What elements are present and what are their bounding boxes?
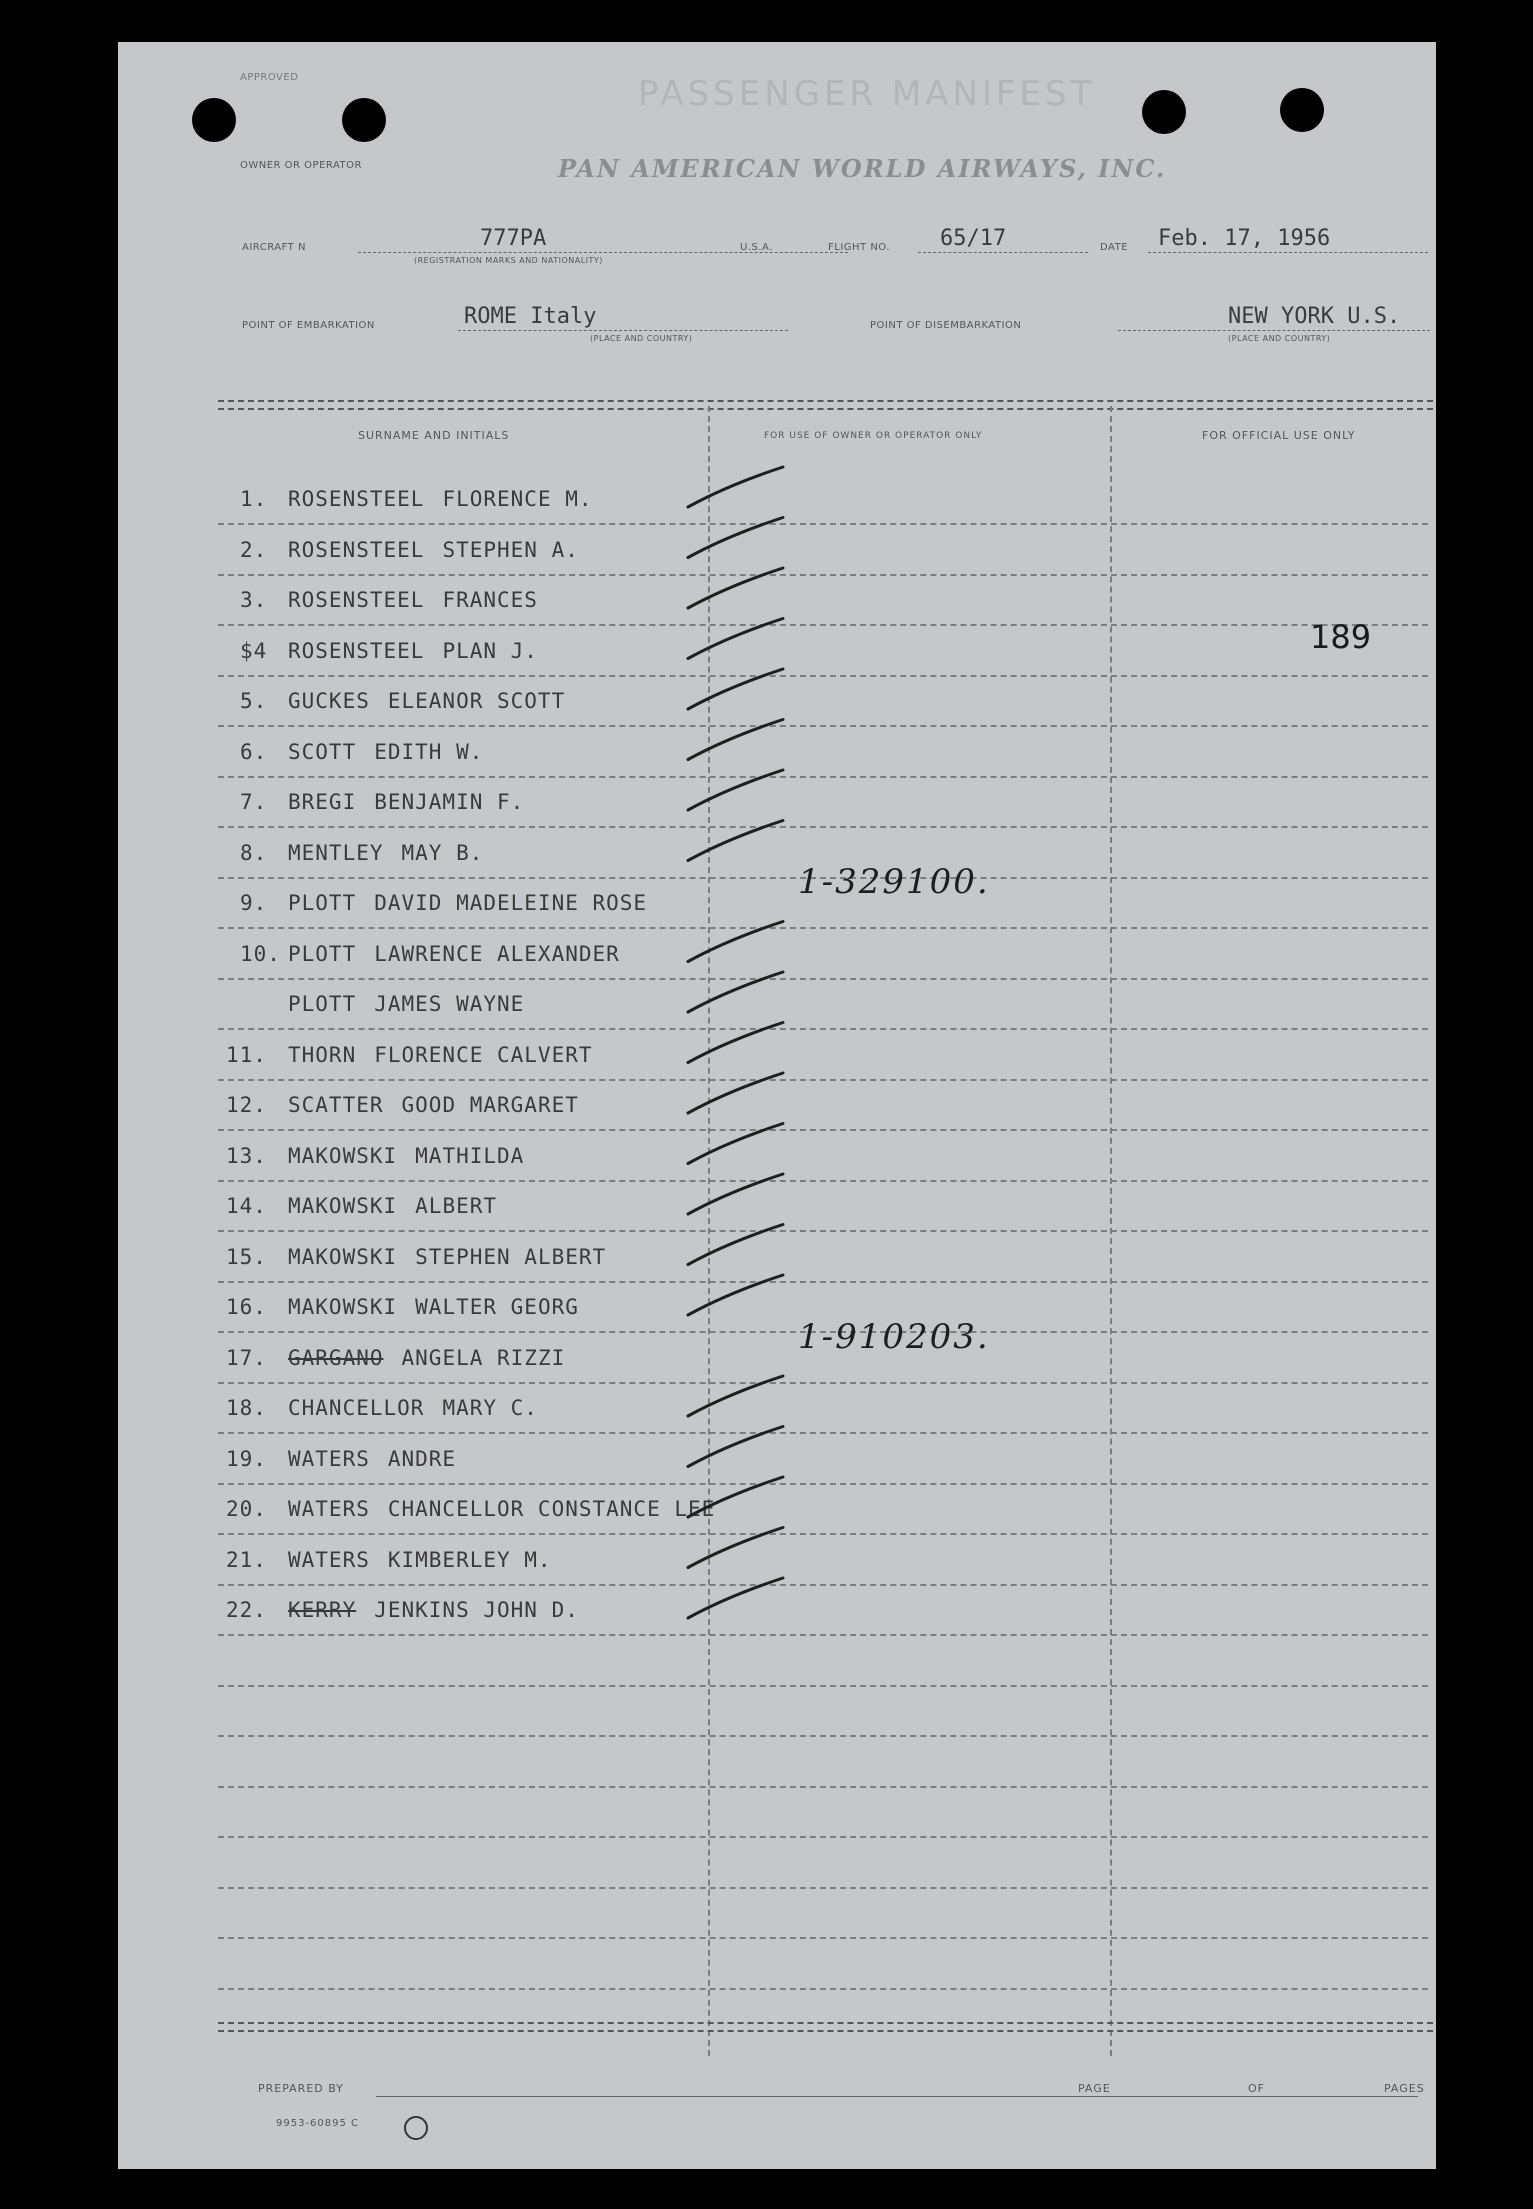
- handwritten-note-row17: 1-910203.: [798, 1317, 990, 1357]
- prepared-by-label: PREPARED BY: [258, 2082, 344, 2095]
- passenger-given-names: WALTER GEORG: [415, 1295, 579, 1319]
- passenger-surname: MAKOWSKI: [288, 1244, 398, 1269]
- passenger-surname: PLOTT: [288, 992, 357, 1016]
- passenger-given-names: LAWRENCE ALEXANDER: [374, 941, 620, 966]
- passenger-number: 6.: [240, 739, 268, 764]
- passenger-surname: ROSENSTEEL: [288, 537, 425, 562]
- of-label: OF: [1248, 2082, 1265, 2095]
- passenger-given-names: CHANCELLOR CONSTANCE LEE: [387, 1497, 716, 1521]
- passenger-given-names: FRANCES: [442, 588, 538, 612]
- passenger-given-names: MATHILDA: [415, 1143, 525, 1168]
- passenger-surname: MAKOWSKI: [288, 1295, 398, 1319]
- page-label: PAGE: [1078, 2082, 1111, 2095]
- check-mark: [688, 1275, 783, 1315]
- passenger-surname: SCATTER: [288, 1093, 384, 1117]
- passenger-given-names: STEPHEN ALBERT: [415, 1244, 607, 1269]
- passenger-surname: WATERS: [288, 1446, 370, 1471]
- table-bottom-rule: [218, 2022, 1433, 2024]
- passenger-number: 2.: [240, 537, 268, 562]
- passenger-given-names: FLORENCE CALVERT: [374, 1042, 593, 1067]
- passenger-given-names: BENJAMIN F.: [374, 790, 525, 814]
- passenger-surname: GARGANO: [288, 1345, 384, 1370]
- prepared-by-underline: [376, 2096, 1146, 2097]
- check-mark: [688, 518, 783, 558]
- check-mark: [688, 568, 783, 608]
- date-label: DATE: [1100, 242, 1129, 253]
- passenger-given-names: ANGELA RIZZI: [401, 1345, 566, 1370]
- passenger-number: 7.: [240, 790, 268, 814]
- passenger-number: 3.: [240, 588, 268, 612]
- passenger-number: 21.: [226, 1547, 267, 1572]
- passenger-given-names: STEPHEN A.: [442, 537, 579, 562]
- passenger-surname: SCOTT: [288, 739, 357, 764]
- passenger-surname: MAKOWSKI: [288, 1194, 398, 1218]
- column-header-official: FOR OFFICIAL USE ONLY: [1202, 429, 1356, 442]
- passenger-number: 17.: [226, 1345, 267, 1370]
- country-code: U.S.A.: [740, 242, 773, 253]
- pages-label: PAGES: [1384, 2082, 1425, 2095]
- check-mark: [688, 1528, 783, 1568]
- check-mark: [688, 1225, 783, 1265]
- check-mark: [688, 720, 783, 760]
- disembark-label: POINT OF DISEMBARKATION: [870, 320, 1022, 331]
- check-mark: [688, 1477, 783, 1517]
- check-mark: [688, 1174, 783, 1214]
- check-mark: [688, 1578, 783, 1618]
- passenger-number: 19.: [226, 1446, 267, 1471]
- passenger-surname: MAKOWSKI: [288, 1143, 398, 1168]
- passenger-given-names: MARY C.: [442, 1396, 538, 1420]
- passenger-surname: CHANCELLOR: [288, 1396, 425, 1420]
- passenger-surname: KERRY: [288, 1598, 357, 1622]
- handwritten-note-row9: 1-329100.: [798, 862, 990, 902]
- check-mark: [688, 467, 783, 507]
- passenger-given-names: PLAN J.: [442, 638, 538, 663]
- passenger-surname: ROSENSTEEL: [288, 588, 425, 612]
- passenger-number: 8.: [240, 840, 268, 865]
- column-header-operator: FOR USE OF OWNER OR OPERATOR ONLY: [764, 431, 983, 441]
- owner-value: PAN AMERICAN WORLD AIRWAYS, INC.: [558, 154, 1167, 183]
- disembark-sublabel: (PLACE AND COUNTRY): [1228, 334, 1331, 343]
- owner-label: OWNER OR OPERATOR: [240, 160, 362, 171]
- aircraft-label: AIRCRAFT N: [242, 242, 306, 253]
- check-mark: [688, 1073, 783, 1113]
- passenger-given-names: KIMBERLEY M.: [387, 1547, 552, 1572]
- passenger-surname: PLOTT: [288, 891, 357, 915]
- aircraft-value: 777PA: [480, 226, 547, 251]
- passenger-number: 18.: [226, 1396, 267, 1420]
- passenger-surname: PLOTT: [288, 941, 357, 966]
- union-bug-icon: [404, 2116, 428, 2140]
- passenger-given-names: MAY B.: [401, 840, 484, 865]
- passenger-number: 20.: [226, 1497, 267, 1521]
- check-mark: [688, 821, 783, 861]
- passenger-number: 15.: [226, 1244, 267, 1269]
- passenger-number: 5.: [240, 689, 268, 713]
- page-count-underline: [1128, 2096, 1418, 2097]
- check-mark: [688, 1427, 783, 1467]
- page-title: PASSENGER MANIFEST: [638, 74, 1096, 114]
- embark-value: ROME Italy: [464, 304, 597, 329]
- passenger-surname: GUCKES: [288, 689, 370, 713]
- disembark-value: NEW YORK U.S.: [1228, 304, 1401, 329]
- date-value: Feb. 17, 1956: [1158, 226, 1331, 251]
- passenger-number: 10.: [240, 941, 281, 966]
- column-header-surname: SURNAME AND INITIALS: [358, 429, 510, 442]
- passenger-number: 9.: [240, 891, 268, 915]
- passenger-number: 16.: [226, 1295, 267, 1319]
- check-mark: [688, 922, 783, 962]
- flight-value: 65/17: [940, 226, 1007, 251]
- aircraft-sublabel: (REGISTRATION MARKS AND NATIONALITY): [414, 256, 603, 265]
- passenger-surname: ROSENSTEEL: [288, 638, 425, 663]
- passenger-given-names: JAMES WAYNE: [374, 992, 525, 1016]
- passenger-number: 11.: [226, 1042, 267, 1067]
- official-stamp-number: 189: [1310, 618, 1372, 656]
- passenger-given-names: ELEANOR SCOTT: [387, 689, 566, 713]
- passenger-given-names: EDITH W.: [374, 739, 484, 764]
- passenger-number: 14.: [226, 1194, 267, 1218]
- passenger-number: 1.: [240, 487, 268, 511]
- passenger-number: $4: [240, 638, 268, 663]
- passenger-given-names: GOOD MARGARET: [401, 1093, 579, 1117]
- check-mark: [688, 1023, 783, 1063]
- passenger-given-names: ALBERT: [415, 1194, 498, 1218]
- check-mark: [688, 669, 783, 709]
- passenger-given-names: FLORENCE M.: [442, 487, 593, 511]
- passenger-number: 13.: [226, 1143, 267, 1168]
- manifest-sheet: [118, 42, 1436, 2169]
- passenger-number: 12.: [226, 1093, 267, 1117]
- form-code: 9953-60895 C: [276, 2118, 360, 2129]
- passenger-given-names: ANDRE: [387, 1446, 457, 1471]
- passenger-surname: MENTLEY: [288, 840, 384, 865]
- passenger-surname: BREGI: [288, 790, 357, 814]
- check-mark: [688, 770, 783, 810]
- check-marks: [118, 42, 1436, 2169]
- embark-sublabel: (PLACE AND COUNTRY): [590, 334, 693, 343]
- passenger-number: 22.: [226, 1598, 267, 1622]
- passenger-given-names: JENKINS JOHN D.: [374, 1598, 579, 1622]
- passenger-surname: ROSENSTEEL: [288, 487, 425, 511]
- passenger-surname: WATERS: [288, 1497, 370, 1521]
- embark-label: POINT OF EMBARKATION: [242, 320, 375, 331]
- check-mark: [688, 972, 783, 1012]
- check-mark: [688, 1124, 783, 1164]
- passenger-surname: THORN: [288, 1042, 357, 1067]
- passenger-given-names: DAVID MADELEINE ROSE: [374, 891, 648, 915]
- flight-label: FLIGHT NO.: [828, 242, 890, 253]
- passenger-surname: WATERS: [288, 1547, 370, 1572]
- check-mark: [688, 1376, 783, 1416]
- approval-note: APPROVED: [240, 72, 299, 83]
- check-mark: [688, 619, 783, 659]
- table-bottom-rule: [218, 2030, 1433, 2032]
